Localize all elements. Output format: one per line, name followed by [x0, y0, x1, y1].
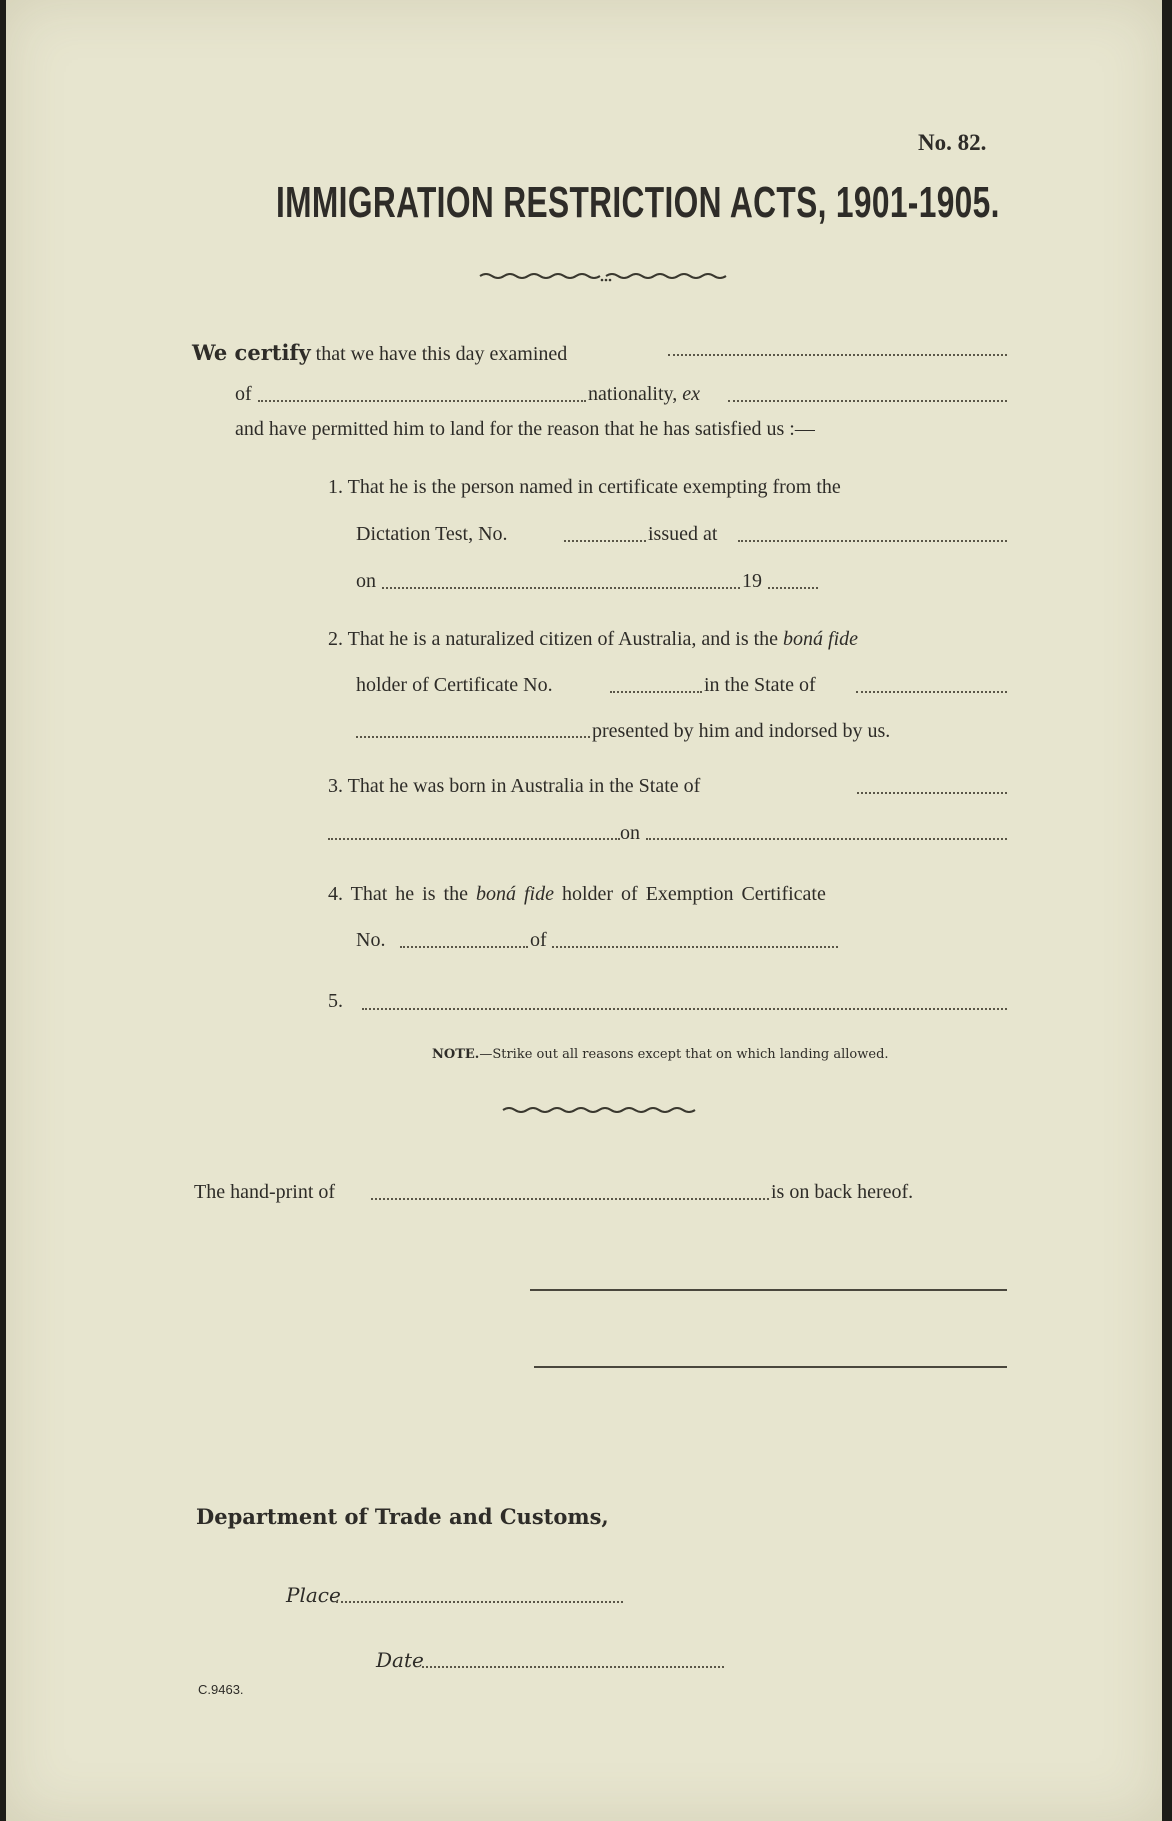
document-page	[6, 0, 1162, 1821]
reason-4-line	[328, 883, 826, 906]
reason-3-line: 3. That he was born in Australia in the State of	[328, 775, 701, 797]
certificate-no-field[interactable]	[610, 691, 702, 693]
reason-4-holder: holder of Exemption Certificate	[561, 883, 826, 905]
reason-1-line: 1. That he is the person named in certificate exempting from the	[328, 476, 841, 498]
reason-3-on-label: on	[620, 822, 640, 844]
date-label: Date	[376, 1648, 424, 1672]
reason-4-of-label: of	[530, 929, 547, 951]
signature-line-2[interactable]	[534, 1366, 1007, 1368]
year-prefix-label: 19	[742, 570, 762, 592]
place-label: Place	[286, 1583, 341, 1607]
note-text: —Strike out all reasons except that on which landing allowed.	[479, 1047, 889, 1062]
permitted-text: and have permitted him to land for the reason that he has satisfied us :—	[235, 418, 815, 440]
title-flourish	[478, 268, 738, 284]
certify-lead: We certify	[192, 340, 311, 365]
reason-2-state-field[interactable]	[856, 691, 1007, 693]
reason-1-on-label: on	[356, 570, 376, 592]
of-field[interactable]	[258, 400, 586, 402]
form-number: No. 82.	[918, 130, 987, 155]
reason-3-place-field[interactable]	[328, 838, 620, 840]
holder-certificate-label: holder of Certificate No.	[356, 674, 553, 696]
reason-4-no-label: No.	[356, 929, 386, 951]
ex-label: ex	[682, 383, 701, 405]
state-of-label: in the State of	[704, 674, 816, 696]
reason-2-text: 2. That he is a naturalized citizen of Australia, and is the	[328, 628, 779, 650]
reason-1-on-field[interactable]	[382, 587, 740, 589]
reason-4-of-field[interactable]	[552, 946, 838, 948]
issued-at-field[interactable]	[738, 540, 1007, 542]
date-field[interactable]	[422, 1666, 724, 1668]
note-label: NOTE.	[432, 1047, 480, 1062]
reason-2-bona-fide: boná fide	[783, 628, 859, 650]
note-flourish	[501, 1104, 707, 1116]
presented-field[interactable]	[356, 736, 590, 738]
dictation-test-no-field[interactable]	[564, 540, 646, 542]
certify-examined-text: that we have this day examined	[315, 343, 568, 365]
dictation-test-label: Dictation Test, No.	[356, 523, 508, 545]
handprint-suffix: is on back hereof.	[771, 1181, 914, 1203]
nationality-label-group	[588, 383, 700, 406]
place-field[interactable]	[336, 1601, 623, 1603]
note-line	[432, 1047, 889, 1062]
reason-3-on-field[interactable]	[646, 838, 1007, 840]
reason-5-label: 5.	[328, 990, 343, 1012]
reason-3-state-field[interactable]	[857, 792, 1007, 794]
signature-line-1[interactable]	[530, 1289, 1007, 1291]
certify-line	[192, 340, 567, 366]
presented-text: presented by him and indorsed by us.	[592, 720, 891, 742]
exemption-cert-no-field[interactable]	[400, 946, 528, 948]
ex-field[interactable]	[728, 400, 1007, 402]
reason-5-field[interactable]	[362, 1008, 1007, 1010]
department-name: Department of Trade and Customs,	[196, 1504, 609, 1529]
of-label: of	[235, 383, 252, 405]
reason-2-line	[328, 628, 858, 651]
issued-at-label: issued at	[648, 523, 718, 545]
reason-4-bona-fide: boná fide	[475, 883, 554, 905]
handprint-name-field[interactable]	[371, 1198, 769, 1200]
nationality-label: nationality,	[588, 383, 678, 405]
reason-4-that: 4. That he is the	[328, 883, 468, 905]
year-field[interactable]	[768, 587, 818, 589]
examined-name-field[interactable]	[668, 354, 1007, 356]
handprint-prefix: The hand-print of	[194, 1181, 336, 1203]
document-title: IMMIGRATION RESTRICTION ACTS, 1901-1905.	[276, 178, 1000, 227]
form-code: C.9463.	[198, 1682, 244, 1697]
